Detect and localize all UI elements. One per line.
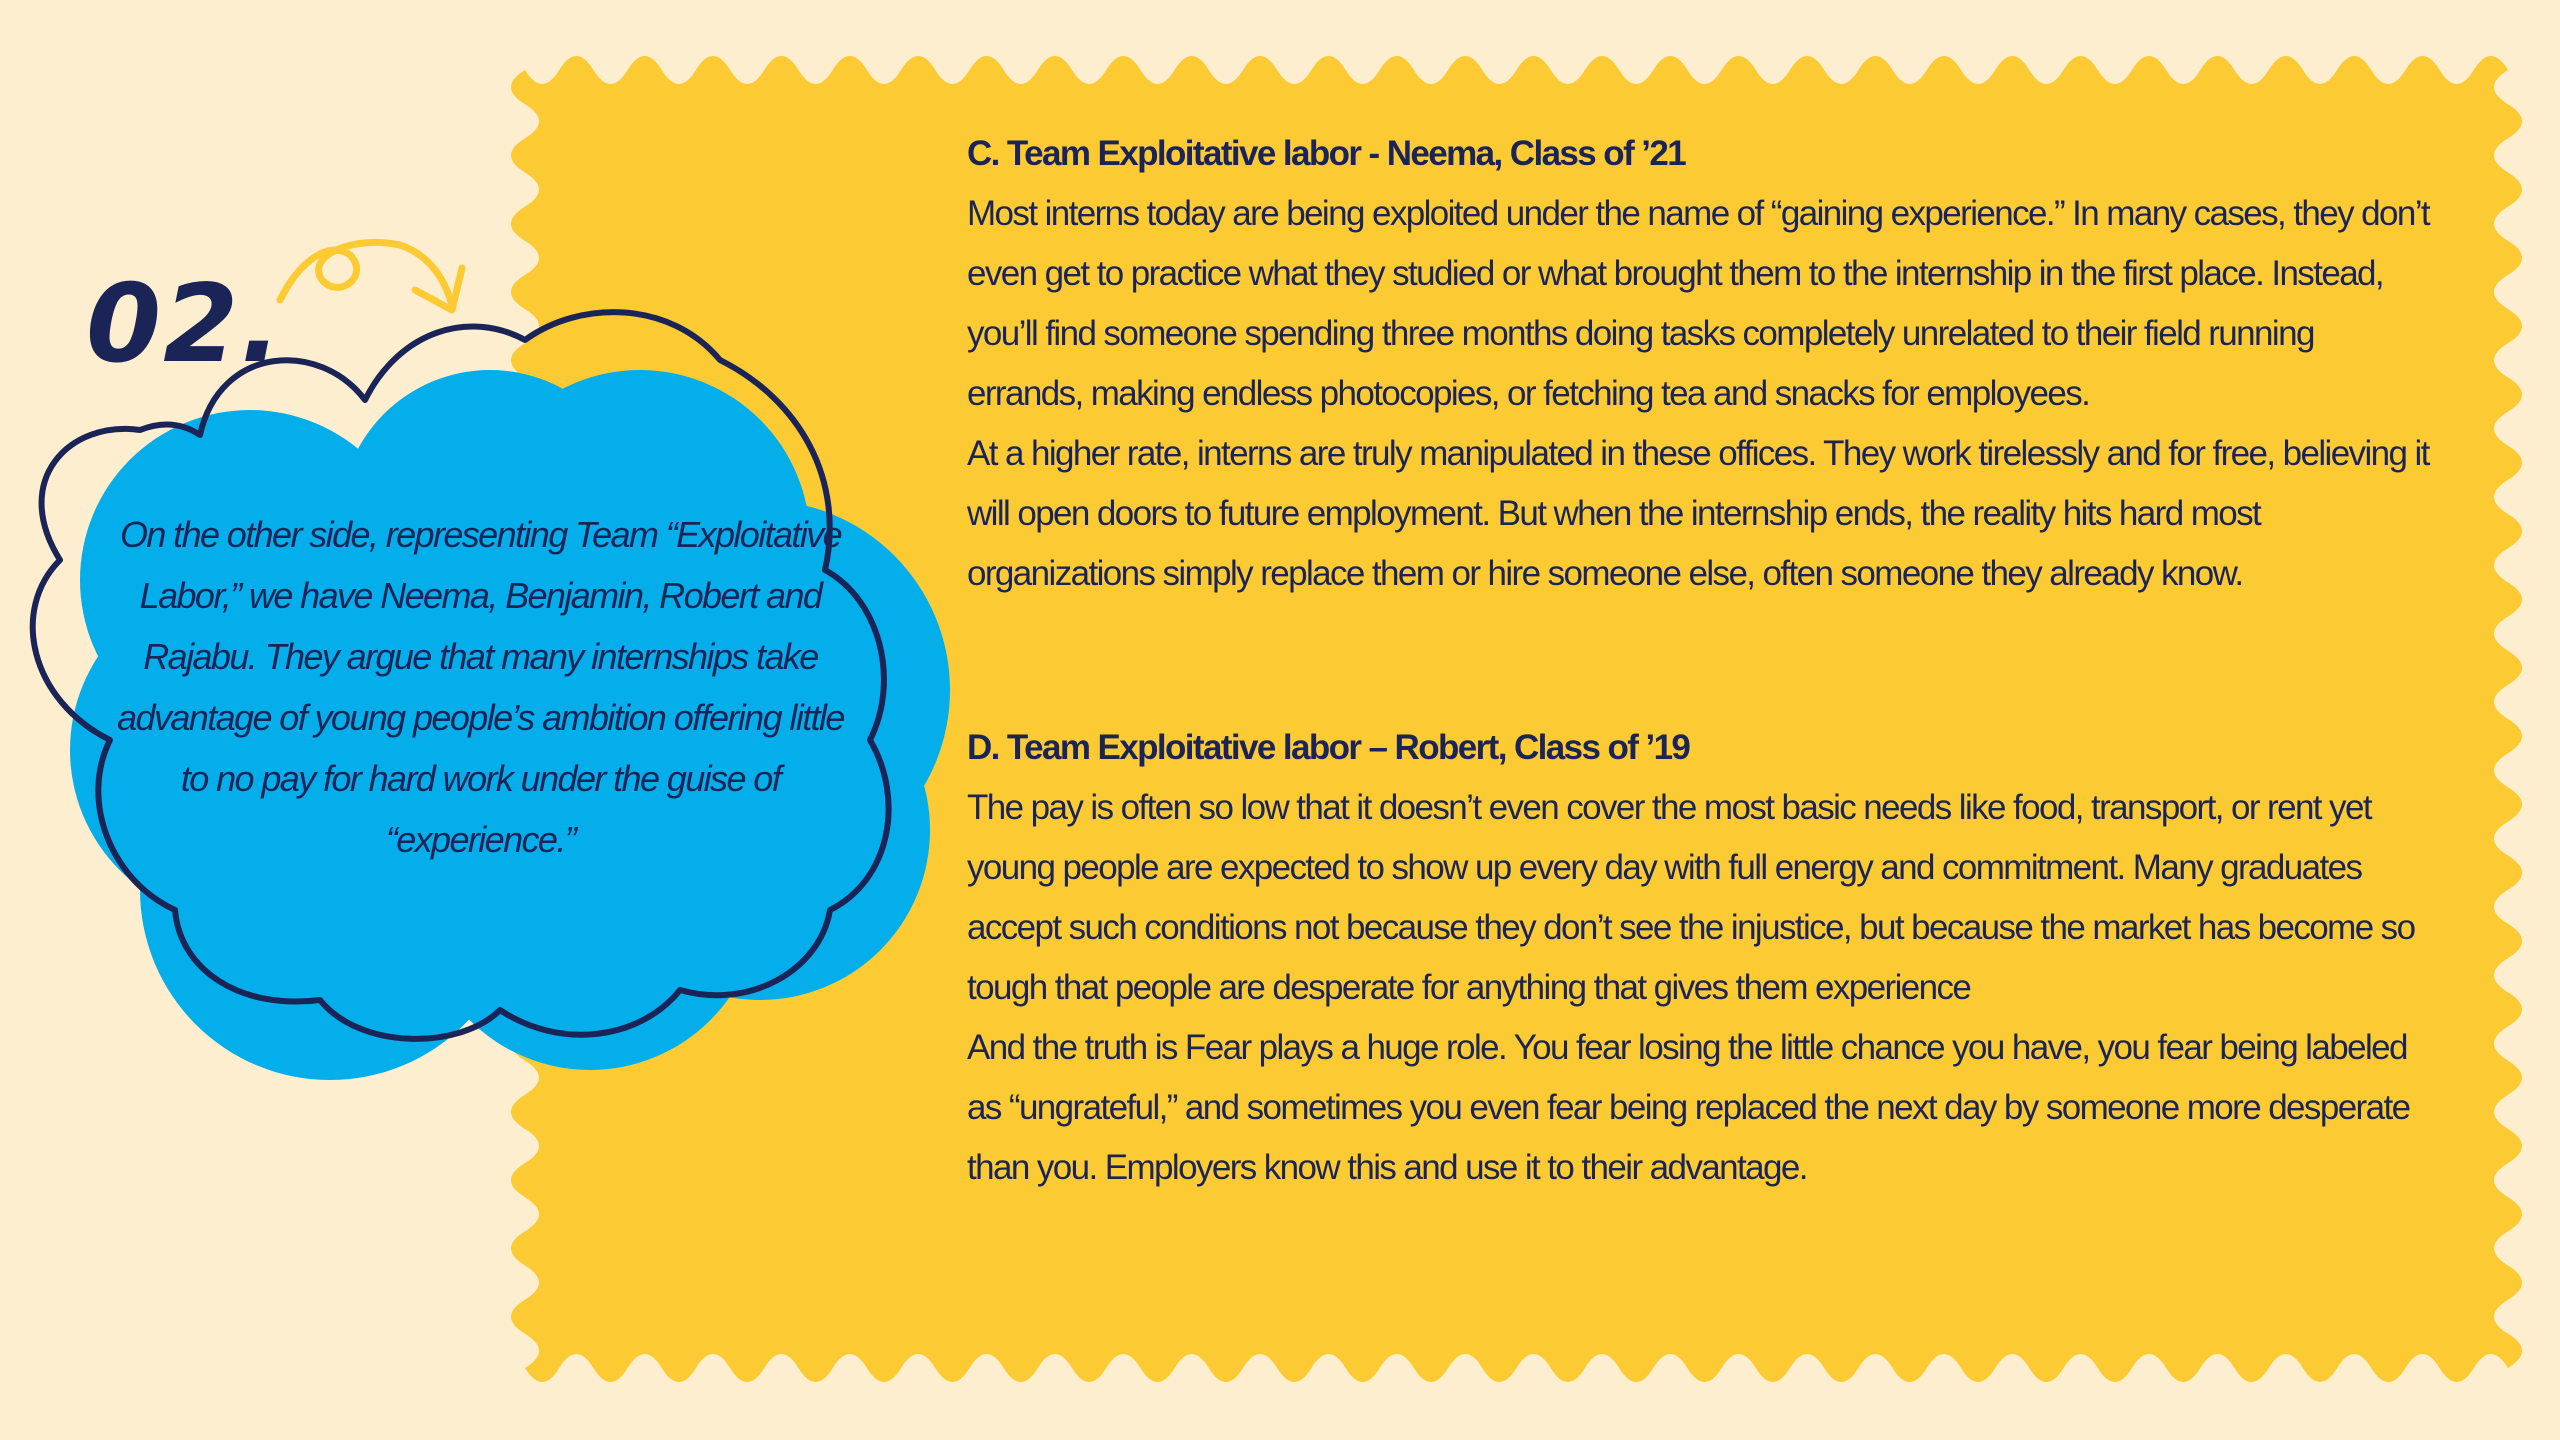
section-d-paragraph-2: And the truth is Fear plays a huge role. You fear losing the little chance you have, you fear being labeled as “ungrateful,” and sometimes you even fear being replaced the next day by someone more desperate than you. Employers know this and use it to their advantage. [967, 1028, 2410, 1187]
curly-arrow-icon [280, 242, 462, 310]
step-number: 02. [86, 262, 284, 387]
section-d-paragraph-1: The pay is often so low that it doesn’t even cover the most basic needs like food, transport, or rent yet young people are expected to show up every day with full energy and commitment. Many graduates accept such conditions not because they don’t see the injustice, but because the market has become so tough that people are desperate for anything that gives them experience [967, 788, 2415, 1007]
section-d [967, 718, 2437, 1198]
intro-text: On the other side, representing Team “Exploitative Labor,” we have Neema, Benjamin, Robert and Rajabu. They argue that many internships take advantage of young people’s ambition offering little to no pay for hard work under the guise of “experience.” [117, 514, 844, 860]
section-c-heading: C. Team Exploitative labor - Neema, Class of ’21 [967, 134, 1686, 173]
section-c-paragraph-1: Most interns today are being exploited under the name of “gaining experience.” In many cases, they don’t even get to practice what they studied or what brought them to the internship in the first place. Instead, you’ll find someone spending three months doing tasks completely unrelated to their field running errands, making endless photocopies, or fetching tea and snacks for employees. [967, 194, 2430, 413]
section-c-paragraph-2: At a higher rate, interns are truly manipulated in these offices. They work tirelessly and for free, believing it will open doors to future employment. But when the internship ends, the reality hits hard most organizations simply replace them or hire someone else, often someone they already know. [967, 434, 2429, 593]
section-c [967, 124, 2437, 604]
section-d-heading: D. Team Exploitative labor – Robert, Class of ’19 [967, 728, 1690, 767]
